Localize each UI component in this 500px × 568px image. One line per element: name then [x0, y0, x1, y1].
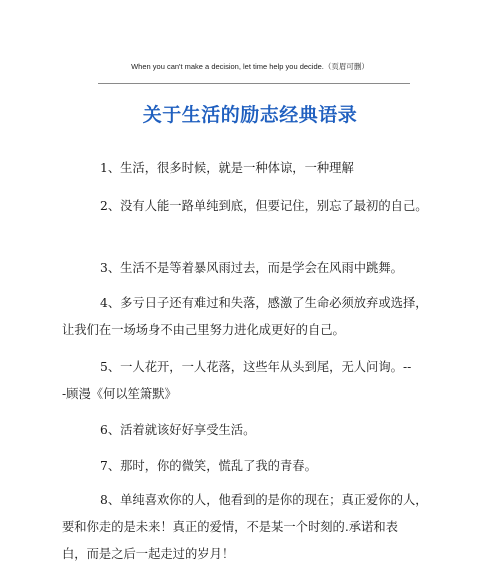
quote-line: 让我们在一场场身不由己里努力进化成更好的自己。 [62, 323, 345, 337]
quote-line: 3、生活不是等着暴风雨过去，而是学会在风雨中跳舞。 [100, 261, 403, 275]
quote-line: 6、活着就该好好享受生活。 [100, 423, 256, 437]
quote-item [62, 193, 438, 220]
quote-line: 7、那时，你的微笑，慌乱了我的青春。 [100, 459, 317, 473]
quote-line: 2、没有人能一路单纯到底，但要记住，别忘了最初的自己。 [100, 199, 428, 213]
quote-item [62, 417, 438, 444]
quote-item [62, 354, 438, 408]
page-header: When you can't make a decision, let time help you decide.（页眉可删） [131, 62, 369, 71]
quote-item [62, 487, 438, 568]
quote-line: 8、单纯喜欢你的人，他看到的是你的现在；真正爱你的人， [100, 493, 428, 507]
quote-line: 1、生活，很多时候，就是一种体谅，一种理解 [100, 161, 354, 175]
quote-line: 白，而是之后一起走过的岁月！ [62, 547, 235, 561]
quote-line: 5、一人花开，一人花落，这些年从头到尾，无人问询。-- [100, 360, 412, 374]
header-divider [98, 83, 410, 84]
quote-item [62, 155, 438, 182]
document-title: 关于生活的励志经典语录 [142, 104, 358, 126]
quote-item [62, 453, 438, 480]
quote-line: -顾漫《何以笙箫默》 [62, 387, 177, 401]
quote-line: 要和你走的是未来！真正的爱情，不是某一个时刻的.承诺和表 [62, 520, 398, 534]
quote-line: 4、多亏日子还有难过和失落，感激了生命必须放弃或选择， [100, 296, 428, 310]
quote-item [62, 255, 438, 282]
quote-item [62, 290, 438, 344]
